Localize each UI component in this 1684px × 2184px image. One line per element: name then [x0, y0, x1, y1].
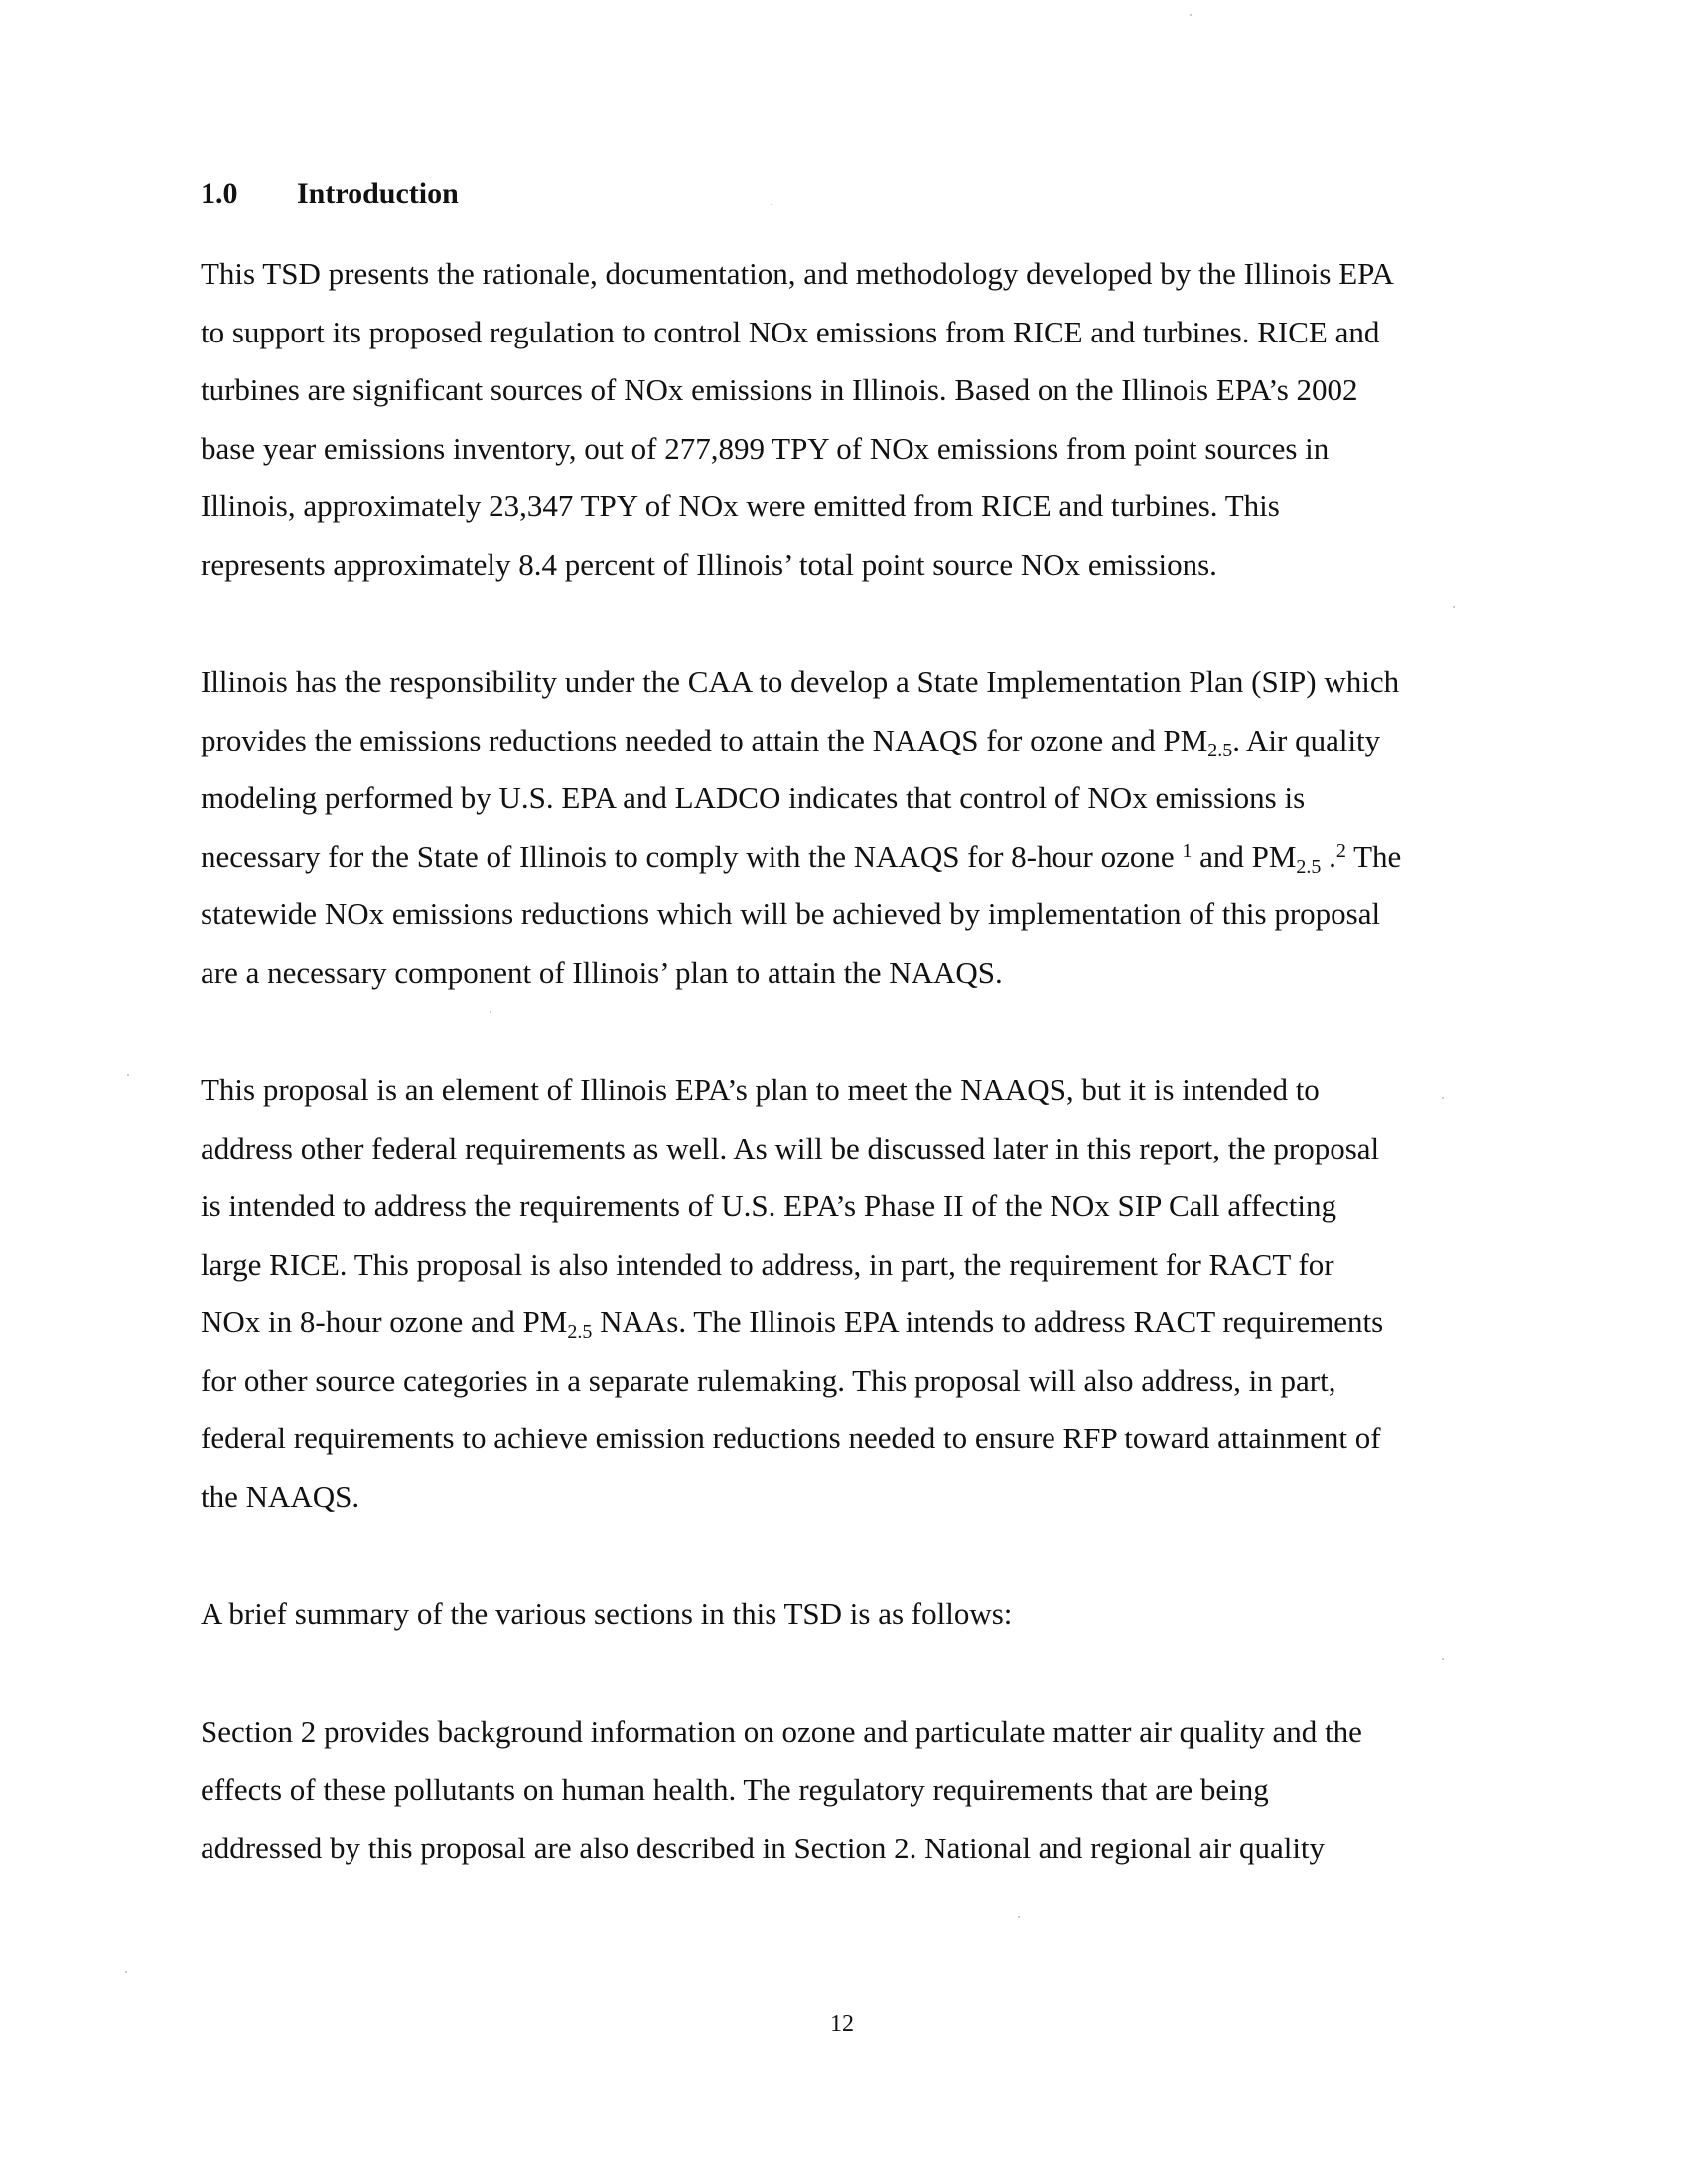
text-run: provides the emissions reductions needed to attain the NAAQS for ozone and PM	[201, 722, 1208, 757]
text-line: turbines are significant sources of NOx emissions in Illinois. Based on the Illinois EPA’s 2002	[201, 372, 1358, 407]
subscript: 2.5	[567, 1321, 593, 1343]
text-line: Illinois has the responsibility under the CAA to develop a State Implementation Plan (SIP) which	[201, 664, 1400, 699]
text-line: modeling performed by U.S. EPA and LADCO indicates that control of NOx emissions is	[201, 780, 1306, 815]
text-run: necessary for the State of Illinois to comply with the NAAQS for 8-hour ozone	[201, 838, 1183, 874]
text-run: .	[1321, 838, 1336, 874]
text-line	[201, 1294, 1491, 1352]
scan-speck	[127, 1074, 129, 1076]
text-run: and PM	[1192, 838, 1297, 874]
text-run: NAAs. The Illinois EPA intends to address RACT requirements	[592, 1304, 1384, 1339]
text-line: base year emissions inventory, out of 277,899 TPY of NOx emissions from point sources in	[201, 430, 1330, 466]
text-line: Section 2 provides background information on ozone and particulate matter air quality and the	[201, 1713, 1362, 1749]
text-line: This proposal is an element of Illinois EPA’s plan to meet the NAAQS, but it is intended to	[201, 1072, 1320, 1107]
text-line: address other federal requirements as well. As will be discussed later in this report, the proposal	[201, 1130, 1380, 1165]
text-line: the NAAQS.	[201, 1478, 360, 1514]
text-run: The	[1345, 838, 1402, 874]
text-line: are a necessary component of Illinois’ plan to attain the NAAQS.	[201, 954, 1003, 990]
footnote-ref-2[interactable]: 2	[1335, 839, 1346, 862]
text-line: represents approximately 8.4 percent of Illinois’ total point source NOx emissions.	[201, 546, 1217, 582]
text-line: addressed by this proposal are also described in Section 2. National and regional air quality	[201, 1830, 1326, 1865]
subscript: 2.5	[1296, 855, 1322, 878]
footnote-ref-1[interactable]: 1	[1182, 839, 1193, 862]
text-line: large RICE. This proposal is also intended to address, in part, the requirement for RACT for	[201, 1246, 1334, 1282]
text-line	[201, 712, 1491, 770]
paragraph-3	[201, 1061, 1491, 1526]
paragraph-1	[201, 245, 1491, 594]
paragraph-5	[201, 1704, 1491, 1878]
text-run: . Air quality	[1232, 722, 1381, 757]
text-line	[201, 828, 1491, 887]
text-line: Illinois, approximately 23,347 TPY of NOx were emitted from RICE and turbines. This	[201, 488, 1280, 523]
text-line: A brief summary of the various sections in this TSD is as follows:	[201, 1596, 1013, 1631]
section-title: Introduction	[297, 177, 459, 209]
paragraph-2	[201, 653, 1491, 1002]
paragraph-4	[201, 1585, 1491, 1644]
text-line: for other source categories in a separate rulemaking. This proposal will also address, in part,	[201, 1362, 1336, 1398]
text-run: NOx in 8-hour ozone and PM	[201, 1304, 568, 1339]
document-body	[201, 174, 1491, 1935]
text-line: is intended to address the requirements of U.S. EPA’s Phase II of the NOx SIP Call affecting	[201, 1188, 1336, 1223]
section-number: 1.0	[201, 177, 238, 209]
scan-speck	[1190, 14, 1192, 16]
scan-speck	[125, 1971, 127, 1973]
subscript: 2.5	[1207, 739, 1233, 761]
text-line: effects of these pollutants on human health. The regulatory requirements that are being	[201, 1772, 1269, 1807]
section-heading	[201, 174, 1491, 213]
text-line: to support its proposed regulation to control NOx emissions from RICE and turbines. RICE and	[201, 314, 1380, 349]
text-line: This TSD presents the rationale, documentation, and methodology developed by the Illinois EPA	[201, 256, 1394, 291]
text-line: statewide NOx emissions reductions which will be achieved by implementation of this proposal	[201, 896, 1381, 931]
text-line: federal requirements to achieve emission reductions needed to ensure RFP toward attainment of	[201, 1421, 1381, 1455]
page-number: 12	[830, 2011, 854, 2037]
